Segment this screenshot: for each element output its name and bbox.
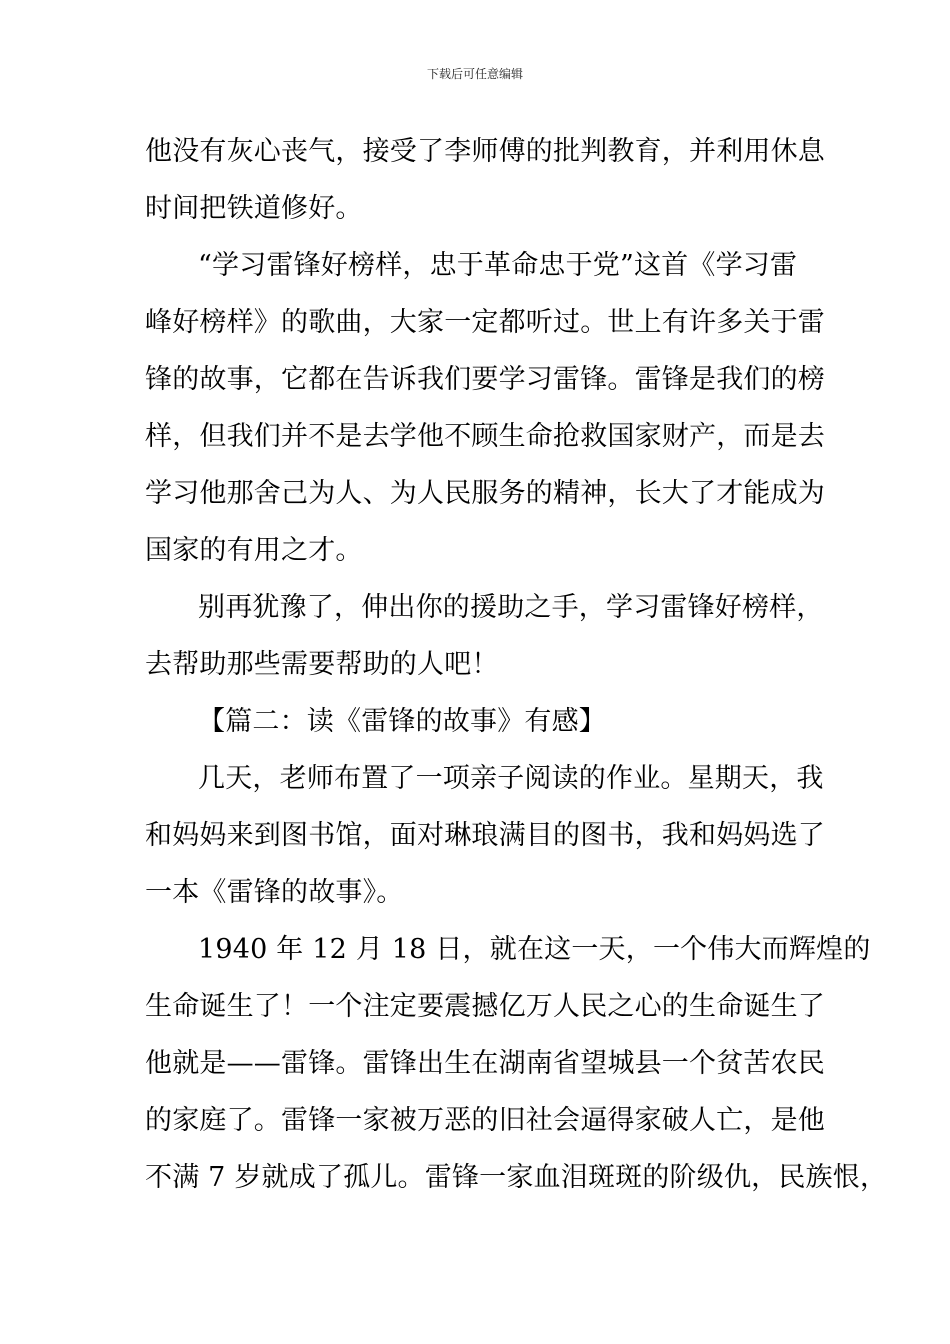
text-line: 去帮助那些需要帮助的人吧！ (145, 649, 499, 680)
text-line: 他没有灰心丧气，接受了李师傅的批判教育，并利用休息 (145, 136, 825, 167)
text-line: 样，但我们并不是去学他不顾生命抢救国家财产，而是去 (145, 421, 825, 452)
paragraph-start-line: 1940 年 12 月 18 日，就在这一天，一个伟大而辉煌的 (198, 934, 871, 965)
text-line: 他就是——雷锋。雷锋出生在湖南省望城县一个贫苦农民 (145, 1048, 825, 1079)
text-line: 和妈妈来到图书馆，面对琳琅满目的图书，我和妈妈选了 (145, 820, 825, 851)
section-heading: 【篇二：读《雷锋的故事》有感】 (198, 706, 606, 737)
paragraph-start-line: 几天，老师布置了一项亲子阅读的作业。星期天，我 (198, 763, 824, 794)
text-line: 锋的故事，它都在告诉我们要学习雷锋。雷锋是我们的榜 (145, 364, 825, 395)
page-header: 下载后可任意编辑 (426, 67, 523, 81)
text-line: 学习他那舍己为人、为人民服务的精神，长大了才能成为 (145, 478, 825, 509)
text-line: 不满 7 岁就成了孤儿。雷锋一家血泪斑斑的阶级仇，民族恨， (145, 1162, 888, 1193)
text-line: 国家的有用之才。 (145, 535, 363, 566)
text-line: 时间把铁道修好。 (145, 193, 363, 224)
text-line: 峰好榜样》的歌曲，大家一定都听过。世上有许多关于雷 (145, 307, 825, 338)
text-line: 生命诞生了！一个注定要震撼亿万人民之心的生命诞生了 (145, 991, 825, 1022)
text-line: 一本《雷锋的故事》。 (145, 877, 404, 908)
paragraph-start-line: “学习雷锋好榜样，忠于革命忠于党”这首《学习雷 (198, 250, 798, 281)
paragraph-start-line: 别再犹豫了，伸出你的援助之手，学习雷锋好榜样， (198, 592, 824, 623)
text-line: 的家庭了。雷锋一家被万恶的旧社会逼得家破人亡，是他 (145, 1105, 825, 1136)
